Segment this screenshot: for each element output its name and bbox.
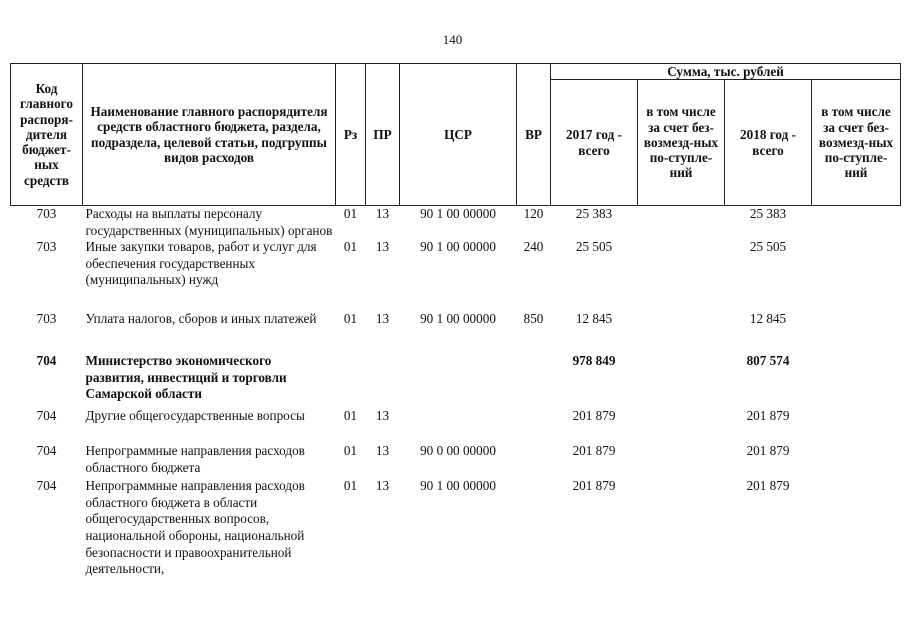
cell-name: Уплата налогов, сборов и иных платежей bbox=[85, 311, 317, 327]
cell-2018-total: 12 845 bbox=[749, 311, 787, 327]
cell-rz bbox=[336, 353, 366, 408]
cell-2018-total: 25 383 bbox=[749, 206, 787, 221]
page-number: 140 bbox=[442, 32, 463, 47]
cell-name: Иные закупки товаров, работ и услуг для обеспечения государственных (муниципальных) нужд bbox=[85, 239, 317, 288]
cell-pr: 13 bbox=[375, 408, 390, 424]
cell-name: Непрограммные направления расходов областного бюджета bbox=[85, 443, 305, 475]
cell-csr: 90 0 00 00000 bbox=[420, 443, 496, 459]
cell-name: Министерство экономического развития, инвестиций и торговли Самарской области bbox=[85, 353, 287, 402]
table-row bbox=[11, 478, 901, 578]
table-row bbox=[11, 353, 901, 408]
budget-sheet bbox=[10, 63, 900, 578]
cell-2017-total: 201 879 bbox=[572, 443, 616, 459]
cell-rz: 01 bbox=[343, 239, 358, 255]
header-code: Код главного распоря-дителя бюджет-ных средств bbox=[11, 64, 83, 206]
cell-2018-gratuitous bbox=[812, 353, 901, 408]
cell-2017-gratuitous bbox=[638, 478, 725, 578]
cell-2017-gratuitous bbox=[638, 239, 725, 311]
header-2017-gratuitous: в том числе за счет без-возмезд-ных по-ступле-ний bbox=[638, 80, 725, 206]
cell-name: Расходы на выплаты персоналу государственных (муниципальных) органов bbox=[85, 206, 333, 238]
cell-rz: 01 bbox=[343, 206, 358, 221]
cell-csr bbox=[400, 353, 517, 408]
cell-2018-total: 25 505 bbox=[749, 239, 787, 255]
cell-csr: 90 1 00 00000 bbox=[420, 478, 496, 494]
cell-pr: 13 bbox=[375, 478, 390, 494]
cell-name: Другие общегосударственные вопросы bbox=[85, 408, 305, 424]
cell-code: 703 bbox=[36, 311, 57, 327]
header-sum-title: Сумма, тыс. рублей bbox=[551, 64, 901, 80]
header-csr: ЦСР bbox=[400, 64, 517, 206]
cell-2018-gratuitous bbox=[812, 311, 901, 353]
cell-vr: 850 bbox=[523, 311, 544, 327]
budget-table bbox=[10, 63, 901, 578]
table-body bbox=[11, 206, 901, 578]
cell-rz: 01 bbox=[343, 311, 358, 327]
cell-2017-total: 25 505 bbox=[575, 239, 613, 255]
header-2018-gratuitous: в том числе за счет без-возмезд-ных по-ступле-ний bbox=[812, 80, 901, 206]
cell-2017-total: 978 849 bbox=[572, 353, 616, 369]
cell-code: 704 bbox=[36, 478, 57, 494]
cell-2018-gratuitous bbox=[812, 206, 901, 240]
table-row bbox=[11, 239, 901, 311]
cell-code: 704 bbox=[36, 353, 57, 369]
cell-vr: 240 bbox=[523, 239, 544, 255]
cell-vr bbox=[517, 353, 551, 408]
cell-2018-gratuitous bbox=[812, 408, 901, 443]
cell-rz: 01 bbox=[343, 478, 358, 494]
table-header bbox=[11, 64, 901, 206]
cell-2018-gratuitous bbox=[812, 478, 901, 578]
cell-2017-gratuitous bbox=[638, 408, 725, 443]
cell-pr: 13 bbox=[375, 239, 390, 255]
header-2018-total: 2018 год - всего bbox=[725, 80, 812, 206]
cell-code: 703 bbox=[36, 239, 57, 255]
cell-2017-gratuitous bbox=[638, 443, 725, 478]
cell-2017-total: 201 879 bbox=[572, 478, 616, 494]
cell-vr bbox=[517, 443, 551, 478]
cell-vr bbox=[517, 408, 551, 443]
header-name: Наименование главного распорядителя средств областного бюджета, раздела, подраздела, целевой статьи, подгруппы видов расходов bbox=[83, 64, 336, 206]
table-row bbox=[11, 408, 901, 443]
table-row bbox=[11, 206, 901, 240]
cell-2018-total: 201 879 bbox=[746, 408, 790, 424]
cell-vr bbox=[517, 478, 551, 578]
cell-csr: 90 1 00 00000 bbox=[420, 311, 496, 327]
cell-csr: 90 1 00 00000 bbox=[420, 206, 496, 221]
cell-csr bbox=[400, 408, 517, 443]
table-row bbox=[11, 443, 901, 478]
cell-pr: 13 bbox=[375, 443, 390, 459]
cell-2018-total: 201 879 bbox=[746, 443, 790, 459]
cell-2018-gratuitous bbox=[812, 239, 901, 311]
cell-2017-gratuitous bbox=[638, 311, 725, 353]
cell-vr: 120 bbox=[523, 206, 544, 221]
cell-pr: 13 bbox=[375, 311, 390, 327]
header-pr: ПР bbox=[366, 64, 400, 206]
table-row bbox=[11, 311, 901, 353]
cell-2017-gratuitous bbox=[638, 206, 725, 240]
cell-code: 704 bbox=[36, 443, 57, 459]
cell-pr: 13 bbox=[375, 206, 390, 221]
cell-rz: 01 bbox=[343, 408, 358, 424]
cell-2017-total: 12 845 bbox=[575, 311, 613, 327]
cell-code: 704 bbox=[36, 408, 57, 424]
header-vr: ВР bbox=[517, 64, 551, 206]
header-2017-total: 2017 год - всего bbox=[551, 80, 638, 206]
cell-2017-gratuitous bbox=[638, 353, 725, 408]
cell-code: 703 bbox=[36, 206, 57, 221]
cell-2017-total: 25 383 bbox=[575, 206, 613, 221]
cell-rz: 01 bbox=[343, 443, 358, 459]
cell-2018-total: 201 879 bbox=[746, 478, 790, 494]
cell-name: Непрограммные направления расходов областного бюджета в области общегосударственных вопросов, национальной обороны, национальной безопасности и правоохранительной деятельности, bbox=[85, 478, 305, 577]
cell-csr: 90 1 00 00000 bbox=[420, 239, 496, 255]
cell-pr bbox=[366, 353, 400, 408]
cell-2018-total: 807 574 bbox=[746, 353, 790, 369]
cell-2018-gratuitous bbox=[812, 443, 901, 478]
header-rz: Рз bbox=[336, 64, 366, 206]
cell-2017-total: 201 879 bbox=[572, 408, 616, 424]
